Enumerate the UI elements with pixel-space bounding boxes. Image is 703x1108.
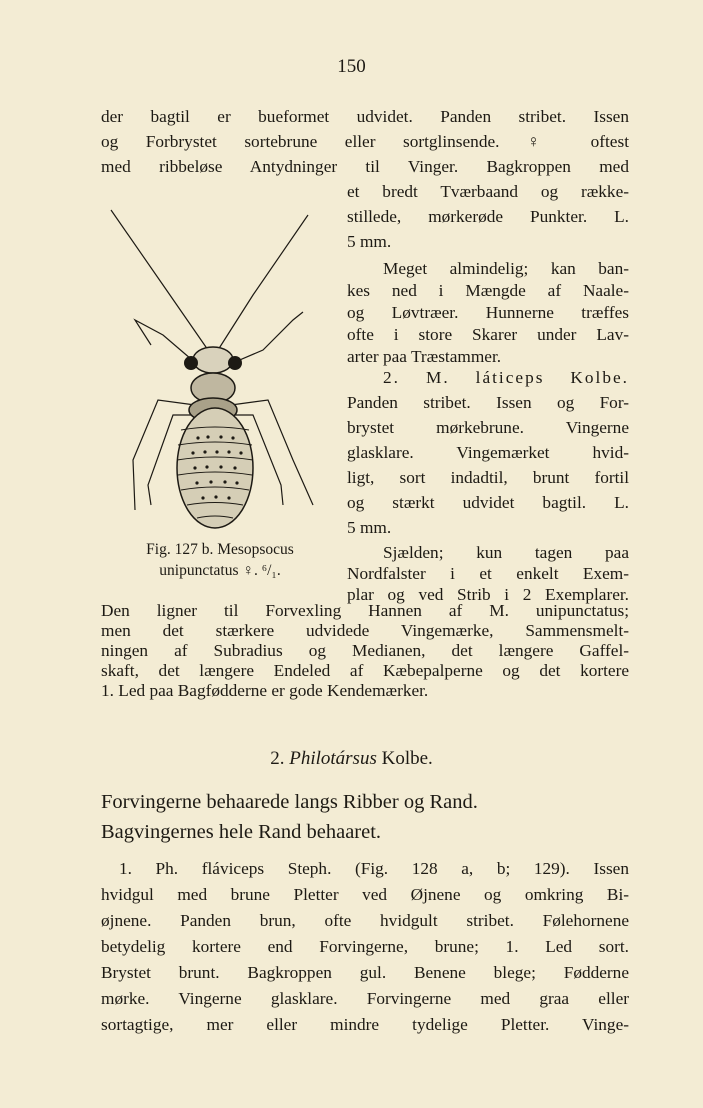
page-number: 150 [337, 56, 366, 77]
text-line: 5 mm. [347, 518, 392, 537]
text-line: 5 mm. [347, 232, 392, 251]
text-line: Den ligner til Forvexling Hannen af M. unipunctatus; [101, 601, 629, 620]
text-line: glasklare. Vingemærket hvid- [347, 443, 629, 462]
text-line: sortagtige, mer eller mindre tydelige Pletter. Vinge- [101, 1015, 629, 1034]
text-line: arter paa Træstammer. [347, 347, 502, 366]
text-line: ligt, sort indadtil, brunt fortil [347, 468, 629, 487]
insect-illustration [103, 200, 343, 545]
text-line: og Forbrystet sortebrune eller sortglinsende. ♀ oftest [101, 132, 629, 151]
text-line: Sjælden; kun tagen paa [383, 543, 629, 562]
text-line: Panden stribet. Issen og For- [347, 393, 629, 412]
figure-caption-line: unipunctatus ♀. ⁶/₁. [159, 562, 281, 579]
genus-diagnosis-line: Bagvingernes hele Rand behaaret. [101, 821, 382, 843]
text-line: hvidgul med brune Pletter ved Øjnene og omkring Bi- [101, 885, 629, 904]
text-line: med ribbeløse Antydninger til Vinger. Bagkroppen med [101, 157, 629, 176]
text-line: men det stærkere udvidede Vingemærke, Sammensmelt- [101, 621, 629, 640]
genus-name: Philotársus [289, 748, 377, 769]
genus-number: 2. [270, 748, 285, 769]
text-line: ningen af Subradius og Medianen, det længere Gaffel- [101, 641, 629, 660]
species-heading: 2. M. láticeps Kolbe. [383, 368, 629, 387]
genus-heading [0, 748, 703, 770]
text-line: der bagtil er bueformet udvidet. Panden stribet. Issen [101, 107, 629, 126]
text-line: og Løvtræer. Hunnerne træffes [347, 303, 629, 322]
genus-author: Kolbe. [381, 748, 433, 769]
figure-caption-line: Fig. 127 b. Mesopsocus [146, 541, 294, 558]
text-line: og stærkt udvidet bagtil. L. [347, 493, 629, 512]
text-line: betydelig kortere end Forvingerne, brune; 1. Led sort. [101, 937, 629, 956]
genus-diagnosis-line: Forvingerne behaarede langs Ribber og Rand. [101, 791, 478, 813]
text-line: stillede, mørkerøde Punkter. L. [347, 207, 629, 226]
text-line: kes ned i Mængde af Naale- [347, 281, 629, 300]
text-line: et bredt Tværbaand og række- [347, 182, 629, 201]
species-heading-line: 1. Ph. fláviceps Steph. (Fig. 128 a, b; 129). Issen [119, 859, 629, 878]
text-line: brystet mørkebrune. Vingerne [347, 418, 629, 437]
text-line: mørke. Vingerne glasklare. Forvingerne med graa eller [101, 989, 629, 1008]
text-line: 1. Led paa Bagfødderne er gode Kendemærker. [101, 681, 429, 700]
text-line: øjnene. Panden brun, ofte hvidgult stribet. Følehornene [101, 911, 629, 930]
text-line: Meget almindelig; kan ban- [383, 259, 629, 278]
text-line: skaft, det længere Endeled af Kæbepalperne og det kortere [101, 661, 629, 680]
text-line: ofte i store Skarer under Lav- [347, 325, 629, 344]
text-line: Brystet brunt. Bagkroppen gul. Benene blege; Fødderne [101, 963, 629, 982]
text-line: plar og ved Strib i 2 Exemplarer. [347, 585, 629, 604]
text-line: Nordfalster i et enkelt Exem- [347, 564, 629, 583]
